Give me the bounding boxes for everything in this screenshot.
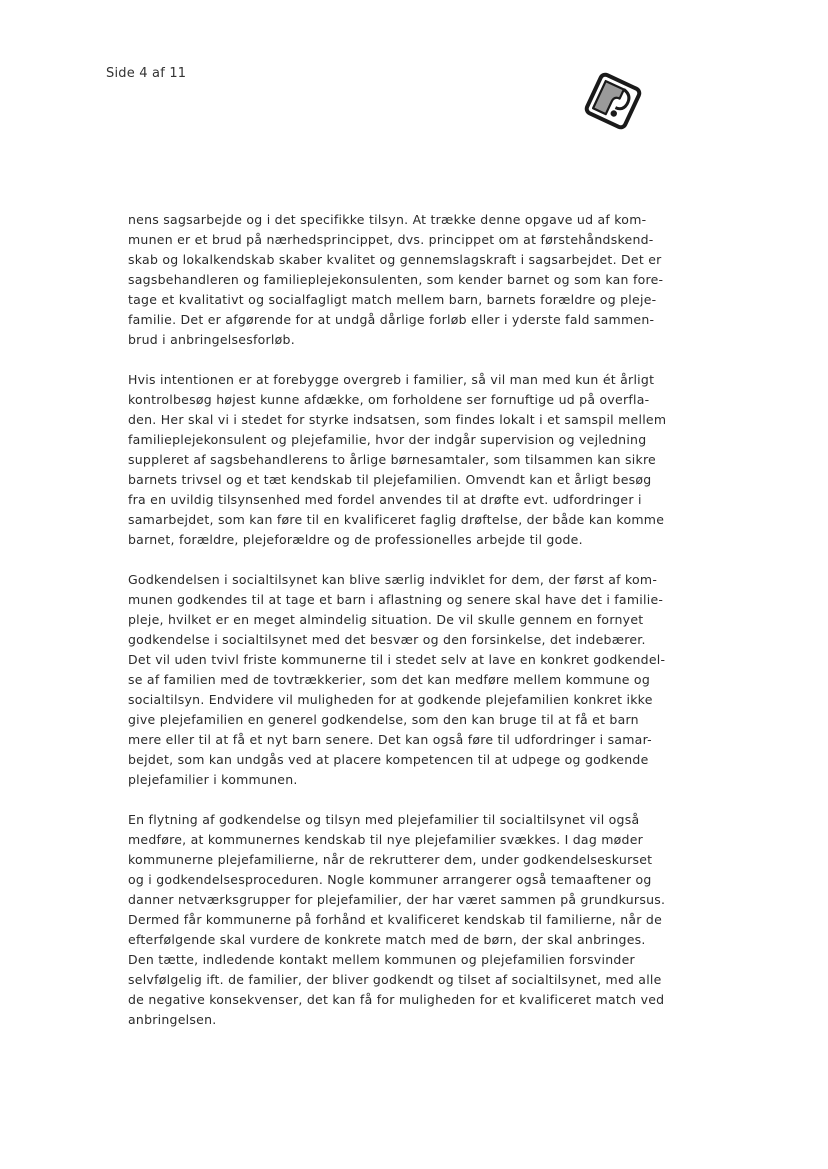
text-line: skab og lokalkendskab skaber kvalitet og gennemslagskraft i sagsarbejdet. Det er (128, 252, 662, 267)
text-line: Dermed får kommunerne på forhånd et kvalificeret kendskab til familierne, når de (128, 912, 663, 927)
text-line: anbringelsen. (128, 1012, 217, 1027)
paragraph-2 (128, 370, 688, 550)
text-line: godkendelse i socialtilsynet med det besvær og den forsinkelse, det indebærer. (128, 632, 646, 647)
text-line: familieplejekonsulent og plejefamilie, hvor der indgår supervision og vejledning (128, 432, 647, 447)
text-line: socialtilsyn. Endvidere vil muligheden for at godkende plejefamilien konkret ikke (128, 692, 653, 707)
text-line: munen er et brud på nærhedsprincippet, dvs. princippet om at førstehåndskend- (128, 232, 654, 247)
page-number-header: Side 4 af 11 (106, 66, 187, 81)
text-line: sagsbehandleren og familieplejekonsulenten, som kender barnet og som kan fore- (128, 272, 664, 287)
text-line: munen godkendes til at tage et barn i aflastning og senere skal have det i familie- (128, 592, 664, 607)
text-line: Godkendelsen i socialtilsynet kan blive særlig indviklet for dem, der først af kom- (128, 572, 658, 587)
text-line: de negative konsekvenser, det kan få for muligheden for et kvalificeret match ved (128, 992, 665, 1007)
text-line: Det vil uden tvivl friste kommunerne til i stedet selv at lave en konkret godkendel- (128, 652, 666, 667)
text-line: Den tætte, indledende kontakt mellem kommunen og plejefamilien forsvinder (128, 952, 635, 967)
text-line: medføre, at kommunernes kendskab til nye plejefamilier svækkes. I dag møder (128, 832, 644, 847)
text-line: plejefamilier i kommunen. (128, 772, 298, 787)
text-line: familie. Det er afgørende for at undgå dårlige forløb eller i yderste fald sammen- (128, 312, 655, 327)
text-line: kommunerne plejefamilierne, når de rekrutterer dem, under godkendelseskurset (128, 852, 653, 867)
text-line: og i godkendelsesproceduren. Nogle kommuner arrangerer også temaaftener og (128, 872, 652, 887)
text-line: se af familien med de tovtrækkerier, som det kan medføre mellem kommune og (128, 672, 650, 687)
text-line: brud i anbringelsesforløb. (128, 332, 295, 347)
text-line: tage et kvalitativt og socialfagligt match mellem barn, barnets forældre og pleje- (128, 292, 657, 307)
text-line: samarbejdet, som kan føre til en kvalificeret faglig drøftelse, der både kan komme (128, 512, 665, 527)
text-line: efterfølgende skal vurdere de konkrete match med de børn, der skal anbringes. (128, 932, 646, 947)
text-line: give plejefamilien en generel godkendelse, som den kan bruge til at få et barn (128, 712, 639, 727)
text-line: nens sagsarbejde og i det specifikke tilsyn. At trække denne opgave ud af kom- (128, 212, 647, 227)
text-line: barnet, forældre, plejeforældre og de professionelles arbejde til gode. (128, 532, 583, 547)
text-line: danner netværksgrupper for plejefamilier, der har været sammen på grundkursus. (128, 892, 666, 907)
text-line: bejdet, som kan undgås ved at placere kompetencen til at udpege og godkende (128, 752, 649, 767)
text-line: fra en uvildig tilsynsenhed med fordel anvendes til at drøfte evt. udfordringer i (128, 492, 642, 507)
text-line: En flytning af godkendelse og tilsyn med plejefamilier til socialtilsynet vil også (128, 812, 640, 827)
paragraph-4 (128, 810, 688, 1030)
text-line: selvfølgelig ift. de familier, der bliver godkendt og tilset af socialtilsynet, med alle (128, 972, 662, 987)
text-line: pleje, hvilket er en meget almindelig situation. De vil skulle gennem en fornyet (128, 612, 644, 627)
document-body (128, 210, 688, 1050)
text-line: barnets trivsel og et tæt kendskab til plejefamilien. Omvendt kan et årligt besøg (128, 472, 652, 487)
text-line: kontrolbesøg højest kunne afdække, om forholdene ser fornuftige ud på overfla- (128, 392, 650, 407)
text-line: suppleret af sagsbehandlerens to årlige børnesamtaler, som tilsammen kan sikre (128, 452, 657, 467)
organization-logo-icon (582, 70, 644, 132)
text-line: Hvis intentionen er at forebygge overgreb i familier, så vil man med kun ét årligt (128, 372, 655, 387)
text-line: den. Her skal vi i stedet for styrke indsatsen, som findes lokalt i et samspil mellem (128, 412, 667, 427)
text-line: mere eller til at få et nyt barn senere. Det kan også føre til udfordringer i samar- (128, 732, 652, 747)
paragraph-1 (128, 210, 688, 350)
paragraph-3 (128, 570, 688, 790)
